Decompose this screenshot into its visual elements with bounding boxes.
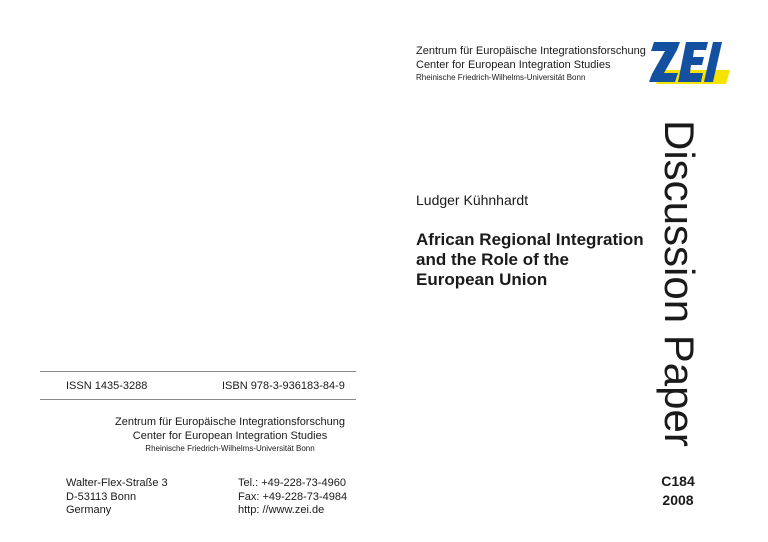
paper-year: 2008 (662, 492, 694, 508)
author-name: Ludger Kühnhardt (416, 192, 529, 208)
contact-website[interactable]: http: //www.zei.de (238, 504, 325, 516)
title-line: and the Role of the (416, 250, 569, 269)
top-divider (40, 371, 356, 372)
isbn-number: ISBN 978-3-936183-84-9 (222, 380, 345, 392)
back-institute-german: Zentrum für Europäische Integrationsforschung (115, 416, 345, 428)
zei-logo (646, 36, 730, 96)
issn-number: ISSN 1435-3288 (66, 380, 148, 392)
address-street: Walter-Flex-Straße 3 (66, 477, 168, 489)
back-university: Rheinische Friedrich-Wilhelms-Universität Bonn (145, 444, 315, 453)
contact-fax: Fax: +49-228-73-4984 (238, 490, 348, 503)
paper-number: C184 (661, 473, 695, 489)
front-institute-block (416, 44, 646, 83)
address-country: Germany (66, 504, 112, 516)
series-label: Discussion Paper (656, 120, 703, 447)
postal-address (66, 477, 168, 518)
back-institute-english: Center for European Integration Studies (132, 430, 328, 442)
title-line: European Union (416, 270, 548, 289)
paper-number-block (640, 472, 716, 510)
front-institute-german: Zentrum für Europäische Integrationsforschung (416, 45, 646, 57)
front-institute-english: Center for European Integration Studies (416, 59, 611, 71)
address-city: D-53113 Bonn (66, 490, 137, 503)
paper-title (416, 230, 676, 290)
bottom-divider (40, 399, 356, 400)
front-university: Rheinische Friedrich-Wilhelms-Universität Bonn (416, 73, 586, 82)
contact-details (238, 477, 347, 518)
title-line: African Regional Integration (416, 230, 644, 249)
contact-phone: Tel.: +49-228-73-4960 (238, 477, 346, 489)
